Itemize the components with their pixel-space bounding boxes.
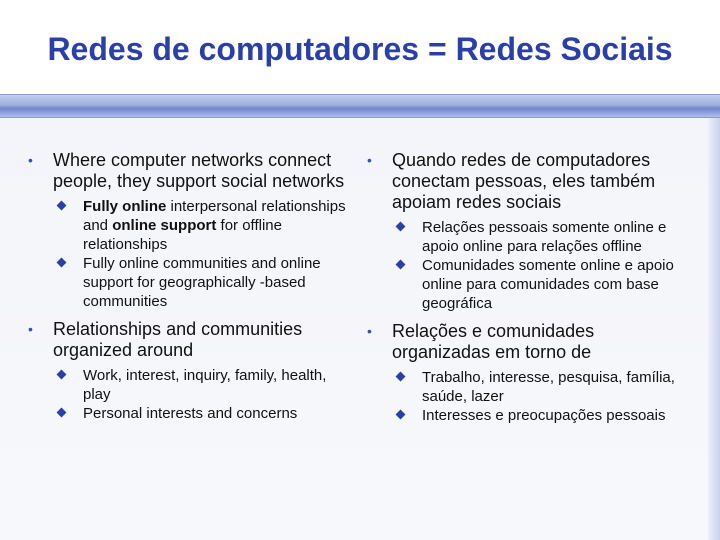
diamond-bullet-icon <box>396 410 406 420</box>
bullet-dot-icon: • <box>367 152 372 168</box>
sub-text: Interesses e preocupações pessoais <box>422 407 666 424</box>
header-band-top-line <box>0 94 720 95</box>
right-edge-shade <box>708 118 720 540</box>
diamond-bullet-icon <box>57 370 67 380</box>
left-column <box>28 150 348 431</box>
right-bullet-2 <box>367 321 697 363</box>
sub-text: interpersonal relationships and <box>83 198 346 234</box>
left-bullet-2-text: Relationships and communities organized around <box>53 319 303 360</box>
diamond-bullet-icon <box>396 260 406 270</box>
sub-text-bold: Fully online <box>83 198 167 215</box>
sub-text: Personal interests and concerns <box>83 405 298 422</box>
bullet-dot-icon: • <box>28 152 33 168</box>
bullet-dot-icon: • <box>367 323 372 339</box>
left-sub-2-1 <box>28 366 348 404</box>
right-bullet-1-text: Quando redes de computadores conectam pessoas, eles também apoiam redes sociais <box>392 150 656 212</box>
header-band-bottom-line <box>0 117 720 118</box>
right-column <box>367 150 697 433</box>
right-sub-1-1 <box>367 218 697 256</box>
left-bullet-2-sublist <box>28 366 348 423</box>
sub-text: Comunidades somente online e apoio online para comunidades com base geográfica <box>422 257 674 312</box>
diamond-bullet-icon <box>396 222 406 232</box>
sub-text: Relações pessoais somente online e apoio online para relações offline <box>422 219 667 255</box>
right-sub-1-2 <box>367 256 697 313</box>
sub-text: Trabalho, interesse, pesquisa, família, saúde, lazer <box>422 369 675 405</box>
diamond-bullet-icon <box>57 258 67 268</box>
right-bullet-2-text: Relações e comunidades organizadas em torno de <box>392 321 595 362</box>
diamond-bullet-icon <box>57 201 67 211</box>
right-sub-2-1 <box>367 368 697 406</box>
bullet-dot-icon: • <box>28 321 33 337</box>
right-sub-2-2 <box>367 406 697 425</box>
diamond-bullet-icon <box>57 408 67 418</box>
slide-title: Redes de computadores = Redes Sociais <box>47 31 673 67</box>
left-bullet-2 <box>28 319 348 361</box>
left-sub-1-1 <box>28 197 348 254</box>
left-sub-2-2 <box>28 404 348 423</box>
sub-text: Fully online communities and online support for geographically -based communities <box>83 255 321 310</box>
right-bullet-1-sublist <box>367 218 697 313</box>
sub-text: for offline relationships <box>83 217 282 253</box>
left-bullet-1-sublist <box>28 197 348 311</box>
left-sub-1-2 <box>28 254 348 311</box>
right-bullet-1 <box>367 150 697 213</box>
sub-text-bold: online support <box>112 217 217 234</box>
diamond-bullet-icon <box>396 372 406 382</box>
left-bullet-1 <box>28 150 348 192</box>
header-band <box>0 94 720 118</box>
left-bullet-1-text: Where computer networks connect people, they support social networks <box>53 150 345 191</box>
sub-text: Work, interest, inquiry, family, health, play <box>83 367 327 403</box>
right-bullet-2-sublist <box>367 368 697 425</box>
